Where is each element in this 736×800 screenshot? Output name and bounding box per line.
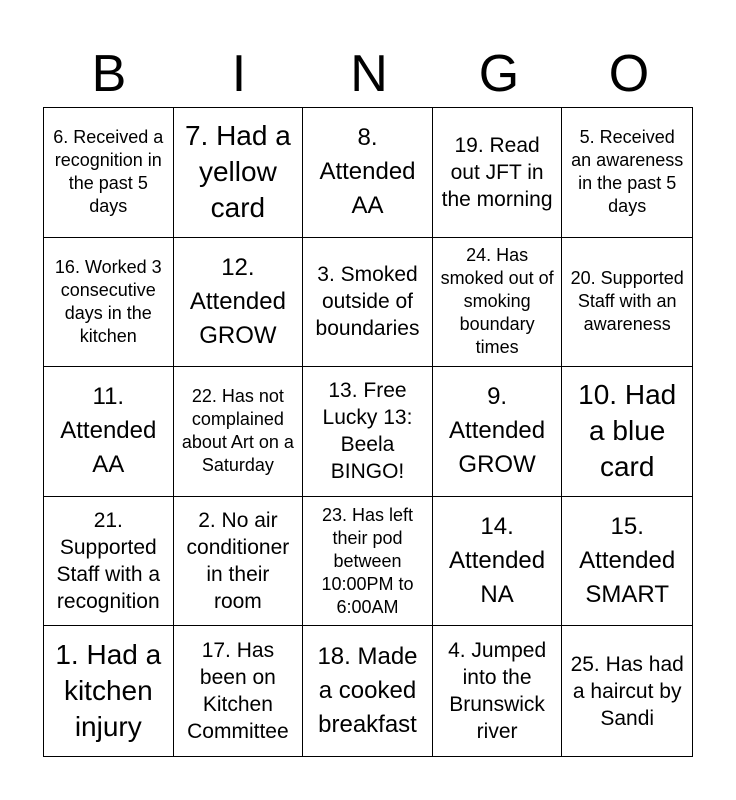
- bingo-cell[interactable]: 6. Received a recognition in the past 5 days: [44, 108, 174, 238]
- bingo-cell[interactable]: 21. Supported Staff with a recognition: [44, 497, 174, 627]
- bingo-cell[interactable]: 17. Has been on Kitchen Committee: [174, 626, 304, 756]
- bingo-cell[interactable]: 15. Attended SMART: [562, 497, 692, 627]
- bingo-cell[interactable]: 23. Has left their pod between 10:00PM to 6:00AM: [303, 497, 433, 627]
- bingo-cell[interactable]: 19. Read out JFT in the morning: [433, 108, 563, 238]
- bingo-cell[interactable]: 1. Had a kitchen injury: [44, 626, 174, 756]
- bingo-header: [44, 40, 694, 108]
- bingo-grid: [43, 107, 693, 757]
- bingo-cell[interactable]: 18. Made a cooked breakfast: [303, 626, 433, 756]
- header-letter-i: I: [231, 45, 247, 103]
- header-letter-b: B: [91, 45, 127, 103]
- bingo-cell[interactable]: 7. Had a yellow card: [174, 108, 304, 238]
- bingo-cell[interactable]: 4. Jumped into the Brunswick river: [433, 626, 563, 756]
- bingo-cell[interactable]: 25. Has had a haircut by Sandi: [570, 652, 684, 730]
- bingo-cell[interactable]: 11. Attended AA: [44, 367, 174, 497]
- bingo-cell[interactable]: 20. Supported Staff with an awareness: [562, 238, 692, 368]
- bingo-cell[interactable]: 9. Attended GROW: [433, 367, 563, 497]
- bingo-cell[interactable]: 16. Worked 3 consecutive days in the kitchen: [44, 238, 174, 368]
- bingo-cell[interactable]: 22. Has not complained about Art on a Saturday: [174, 367, 304, 497]
- header-letter-g: G: [478, 45, 520, 103]
- bingo-cell[interactable]: 8. Attended AA: [303, 108, 433, 238]
- bingo-cell[interactable]: 2. No air conditioner in their room: [174, 497, 304, 627]
- bingo-cell[interactable]: 24. Has smoked out of smoking boundary times: [433, 238, 563, 368]
- bingo-cell[interactable]: 5. Received an awareness in the past 5 days: [562, 108, 692, 238]
- bingo-cell[interactable]: 10. Had a blue card: [562, 367, 692, 497]
- bingo-cell[interactable]: 12. Attended GROW: [174, 238, 304, 368]
- bingo-cell[interactable]: 14. Attended NA: [433, 497, 563, 627]
- header-letter-n: N: [350, 45, 388, 103]
- header-letter-o: O: [608, 45, 650, 103]
- bingo-cell-free-space[interactable]: 13. Free Lucky 13: Beela BINGO!: [303, 367, 433, 497]
- bingo-cell[interactable]: 3. Smoked outside of boundaries: [303, 238, 433, 368]
